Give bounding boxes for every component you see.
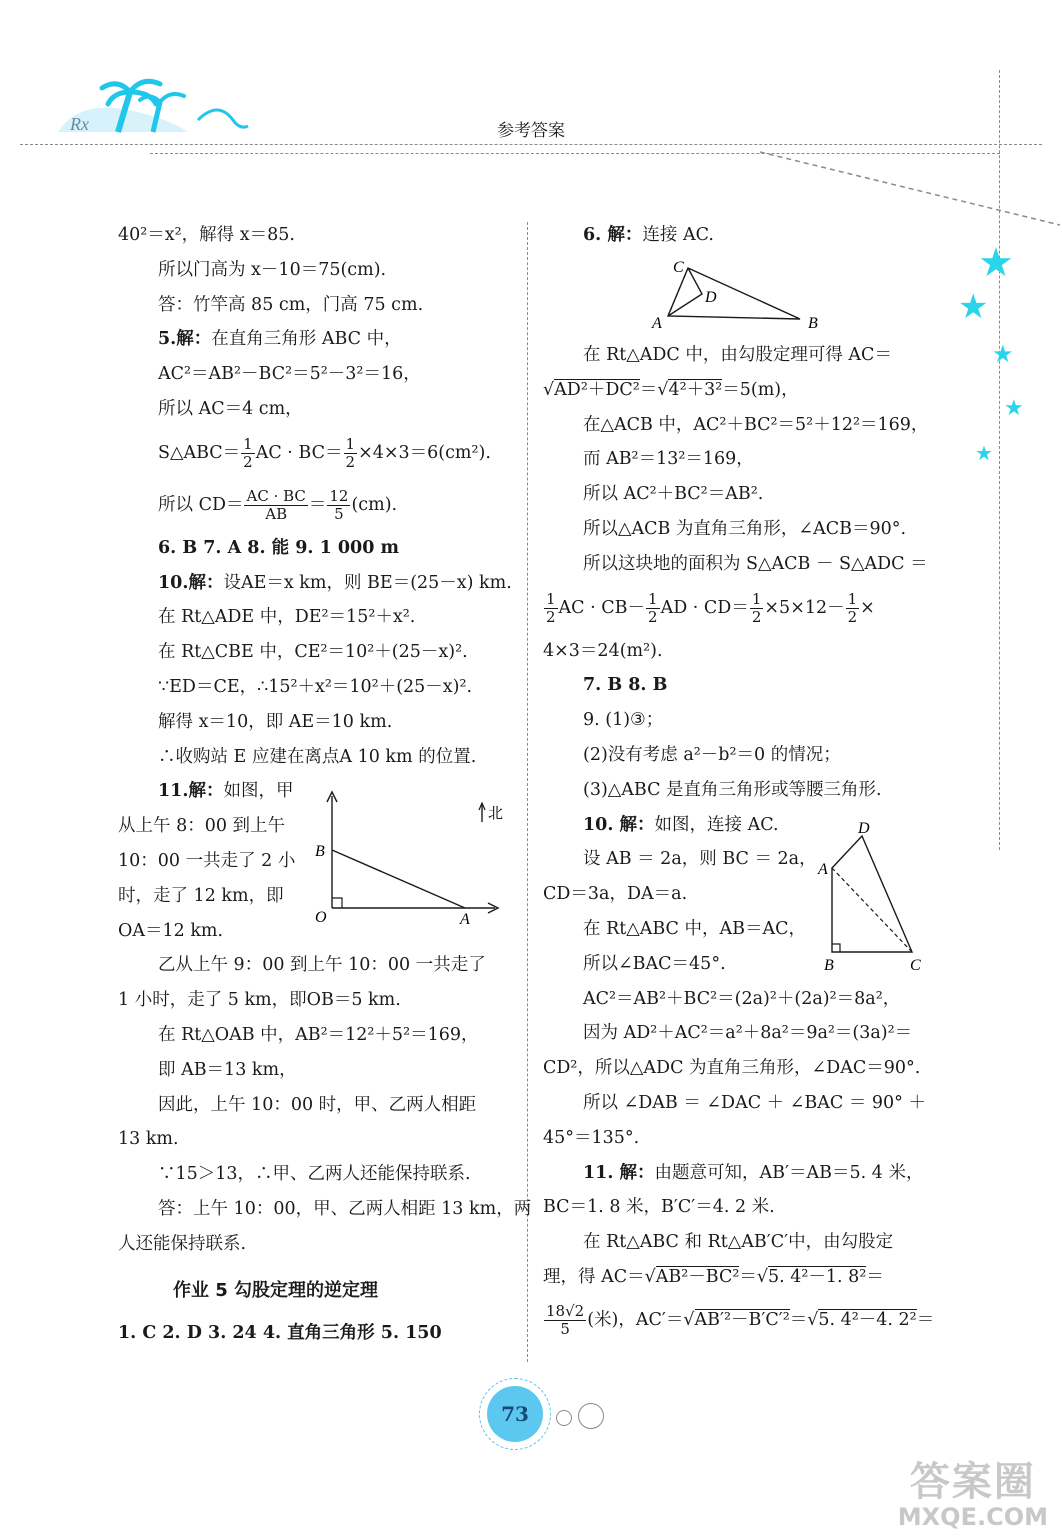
label-B: B <box>824 957 834 974</box>
question-number: 5.解： <box>158 329 212 350</box>
star-icon: ★ <box>1004 396 1024 421</box>
text-line: 因此，上午 10：00 时，甲、乙两人相距 <box>158 1094 477 1115</box>
question-10-right <box>543 808 943 843</box>
watermark-logo-text: 答案圈 <box>909 1459 1036 1505</box>
text-line: CD＝3a，DA＝a. <box>543 884 688 905</box>
text-line: 设 AB ＝ 2a，则 BC ＝ 2a， <box>583 849 817 870</box>
fraction: $\frac{AC \cdot BC}{AB}$ <box>246 486 306 523</box>
star-icon: ★ <box>978 240 1014 286</box>
text-line: 10：00 一共走了 2 小 <box>118 850 296 871</box>
fraction: $\frac{18√2}{5}$ <box>546 1301 585 1338</box>
text-line: 在 Rt△ADE 中，DE²＝15²＋x². <box>158 607 416 628</box>
text-line: 13 km. <box>118 1129 179 1150</box>
fraction: $\frac{12}{5}$ <box>329 486 349 523</box>
header-divider <box>20 144 1042 145</box>
question-number: 10. 解： <box>583 814 655 835</box>
text-line: 如图，甲 <box>223 781 294 802</box>
decor-bubble <box>556 1410 572 1426</box>
header-title: 参考答案 <box>497 121 565 141</box>
sqrt-formula: 理，得 AC＝√AB²－BC²＝√5. 4²－1. 8²＝ <box>543 1266 884 1287</box>
text-line: AC²＝AB²＋BC²＝(2a)²＋(2a)²＝8a²， <box>583 988 901 1009</box>
text-line: ∵15＞13，∴甲、乙两人还能保持联系. <box>158 1164 471 1185</box>
text-segment: ＝ <box>639 379 658 400</box>
fraction: $\frac{1}{2}$ <box>751 589 762 626</box>
sqrt-formula: $\frac{18√2}{5}$ (米)，AC′＝√AB′²－B′C′²＝√5. 4²－4. 2²＝ <box>546 1301 935 1338</box>
text-line: 4×3＝24(m²). <box>543 640 663 661</box>
sqrt-formula: √AD²＋DC²＝√4²＋3²＝5(m)， <box>543 379 799 400</box>
radicand: 5. 4²－4. 2² <box>818 1309 917 1330</box>
text-line: 如图，连接 AC. <box>654 814 779 835</box>
text-line: AC²＝AB²－BC²＝5²－3²＝16， <box>158 364 421 385</box>
question-number: 11. 解： <box>583 1162 655 1183</box>
right-column <box>543 338 943 1345</box>
fraction: $\frac{1}{2}$ <box>345 434 356 471</box>
fraction: $\frac{1}{2}$ <box>648 589 658 626</box>
star-icon: ★ <box>975 441 993 465</box>
text-segment: × <box>860 597 875 618</box>
label-C: C <box>673 259 684 276</box>
text-line: 在 Rt△ADC 中，由勾股定理可得 AC＝ <box>583 345 892 365</box>
watermark <box>898 1460 1048 1530</box>
text-line: 在△ACB 中，AC²＋BC²＝5²＋12²＝169， <box>583 414 929 435</box>
text-line: 因为 AD²＋AC²＝a²＋8a²＝9a²＝(3a)²＝ <box>583 1023 913 1044</box>
label-D: D <box>858 820 870 837</box>
right-margin-divider <box>999 70 1000 850</box>
text-line: 乙从上午 9：00 到上午 10：00 一共走了 <box>158 955 486 976</box>
figure-q6 <box>648 256 828 334</box>
label-north: 北 <box>488 804 504 822</box>
text-segment: AC · CB－ <box>558 597 646 618</box>
text-line: 在 Rt△ABC 中，AB＝AC， <box>583 918 807 939</box>
star-icon: ★ <box>958 287 989 327</box>
text-line: 答：竹竿高 85 cm，门高 75 cm. <box>158 294 424 315</box>
radicand: AB′²－B′C′² <box>694 1309 790 1330</box>
text-line: ∴收购站 E 应建在离点A 10 km 的位置. <box>158 746 477 767</box>
label-A: A <box>460 911 470 925</box>
text-segment: S△ABC＝ <box>158 442 241 463</box>
text-line: OA＝12 km. <box>118 920 224 941</box>
answer-line: 7. B 8. B <box>583 675 668 696</box>
question-number: 6. 解： <box>583 225 643 245</box>
text-segment: (米)，AC′＝ <box>587 1309 684 1330</box>
radicand: 4²＋3² <box>668 379 723 400</box>
label-O: O <box>315 909 327 925</box>
section-title: 作业 5 勾股定理的逆定理 <box>173 1279 379 1301</box>
page-number: 73 <box>487 1386 543 1442</box>
figure-q11 <box>310 790 510 925</box>
label-C: C <box>910 957 921 974</box>
text-segment: ＝ <box>866 1266 884 1287</box>
text-line: 即 AB＝13 km， <box>158 1059 297 1080</box>
text-line: 解得 x＝10，即 AE＝10 km. <box>158 711 393 732</box>
text-segment: 所以 CD＝ <box>158 494 244 515</box>
label-A: A <box>652 315 662 332</box>
text-line: 1 小时，走了 5 km，即OB＝5 km. <box>118 990 401 1011</box>
text-line: (3)△ABC 是直角三角形或等腰三角形. <box>583 779 882 800</box>
text-line: 所以∠BAC＝45°. <box>583 953 726 974</box>
text-line: 所以门高为 x－10＝75(cm). <box>158 259 387 280</box>
radicand: 5. 4²－1. 8² <box>768 1266 867 1287</box>
text-line: 40²＝x²，解得 x＝85. <box>118 225 295 245</box>
text-segment: (cm). <box>351 494 398 515</box>
text-line: CD²，所以△ADC 为直角三角形，∠DAC＝90°. <box>543 1058 921 1079</box>
star-icon: ★ <box>992 340 1014 368</box>
text-line: 时，走了 12 km，即 <box>118 885 284 906</box>
text-line: 而 AB²＝13²＝169， <box>583 449 754 470</box>
left-column <box>118 218 532 1351</box>
text-line: 在 Rt△CBE 中，CE²＝10²＋(25－x)². <box>158 642 468 663</box>
text-segment: ×4×3＝6(cm²). <box>358 442 491 463</box>
question-5 <box>118 322 513 357</box>
text-line: (2)没有考虑 a²－b²＝0 的情况； <box>583 744 841 765</box>
text-line: 45°＝135°. <box>543 1127 640 1148</box>
area-formula <box>118 427 513 479</box>
text-line: 在直角三角形 ABC 中， <box>211 329 402 350</box>
text-line: 从上午 8：00 到上午 <box>118 816 286 837</box>
text-line: 答：上午 10：00，甲、乙两人相距 13 km，两 <box>158 1198 532 1219</box>
text-segment: ＝ <box>739 1266 757 1287</box>
text-segment: AD · CD＝ <box>660 597 749 618</box>
text-line: 所以 ∠DAB ＝ ∠DAC ＋ ∠BAC ＝ 90° ＋ <box>583 1092 926 1113</box>
text-line: 由题意可知，AB′＝AB＝5. 4 米， <box>654 1162 924 1183</box>
label-D: D <box>705 289 717 306</box>
text-line: 所以这块地的面积为 S△ACB － S△ADC ＝ <box>583 553 928 574</box>
text-line: 9. (1)③； <box>583 710 664 731</box>
question-11-right <box>543 1156 943 1191</box>
label-B: B <box>315 843 325 860</box>
question-number: 10.解： <box>158 572 224 593</box>
radicand: AD²＋DC² <box>554 379 640 400</box>
text-line: BC＝1. 8 米，B′C′＝4. 2 米. <box>543 1197 775 1218</box>
text-segment: ＝5(m)， <box>722 379 799 400</box>
answer-line: 1. C 2. D 3. 24 4. 直角三角形 5. 150 <box>118 1323 442 1344</box>
label-A: A <box>818 861 828 878</box>
cd-formula: 所以 CD＝ $\frac{AC \cdot BC}{AB}$ ＝ $\frac{12}{5}$ (cm). <box>158 486 398 523</box>
text-line: 所以△ACB 为直角三角形，∠ACB＝90°. <box>583 518 907 539</box>
watermark-url: MXQE.COM <box>897 1503 1048 1531</box>
svg-text:Rx: Rx <box>70 114 89 134</box>
decor-bubble <box>578 1403 604 1429</box>
text-line: 人还能保持联系. <box>118 1233 247 1254</box>
text-line: 连接 AC. <box>642 225 714 245</box>
text-line: 在 Rt△OAB 中，AB²＝12²＋5²＝169， <box>158 1024 479 1045</box>
text-line: ∵ED＝CE，∴15²＋x²＝10²＋(25－x)². <box>158 676 473 697</box>
text-segment: 理，得 AC＝ <box>543 1266 645 1287</box>
fraction: $\frac{1}{2}$ <box>847 589 858 626</box>
text-segment: ×5×12－ <box>764 597 845 618</box>
question-6 <box>543 218 943 253</box>
radicand: AB²－BC² <box>655 1266 740 1287</box>
text-segment: ＝ <box>916 1309 935 1330</box>
answer-line: 6. B 7. A 8. 能 9. 1 000 m <box>158 537 400 558</box>
fraction: $\frac{1}{2}$ <box>243 434 253 471</box>
question-10 <box>118 566 513 601</box>
text-line: 所以 AC²＋BC²＝AB². <box>583 484 764 505</box>
right-column-top <box>543 218 943 253</box>
fraction: $\frac{1}{2}$ <box>546 589 556 626</box>
text-line: 在 Rt△ABC 和 Rt△AB′C′中，由勾股定 <box>583 1232 894 1253</box>
area-formula <box>543 582 943 634</box>
question-number: 11.解： <box>158 781 224 802</box>
text-segment: ＝ <box>789 1309 808 1330</box>
text-line: 设AE＝x km，则 BE＝(25－x) km. <box>223 572 512 593</box>
label-B: B <box>808 315 818 332</box>
text-line: 所以 AC＝4 cm， <box>158 398 303 419</box>
text-segment: AC · BC＝ <box>255 442 343 463</box>
